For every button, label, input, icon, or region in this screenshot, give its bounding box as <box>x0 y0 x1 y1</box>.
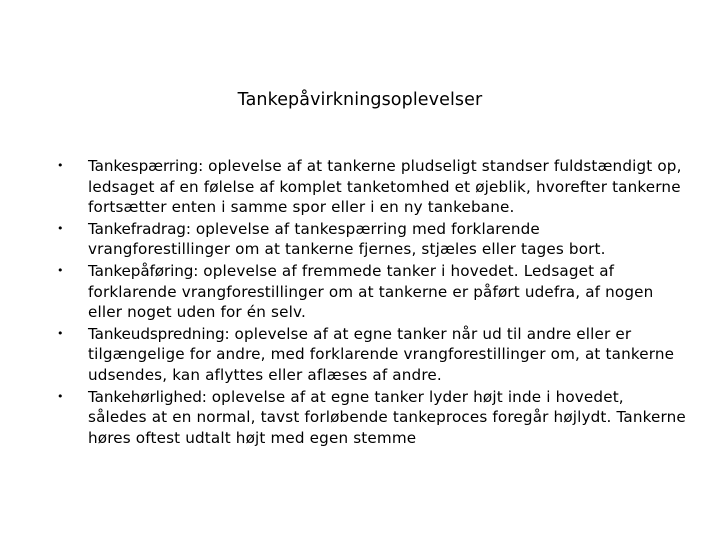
bullet-item-tankeudspredning <box>56 324 686 386</box>
bullet-description: oplevelse af tankespærring med forklarende vrangforestillinger om at tankerne fjernes, stjæles eller tages bort. <box>88 219 606 259</box>
bullet-item-tankepaaforing <box>56 261 686 323</box>
bullet-item-tankespaerring <box>56 156 686 218</box>
bullet-term: Tankefradrag: <box>88 219 191 238</box>
bullet-item-tankefradrag <box>56 219 686 260</box>
bullet-description: oplevelse af at tankerne pludseligt standser fuldstændigt op, ledsaget af en følelse af komplet tanketomhed et øjeblik, hvorefter tankerne fortsætter enten i samme spor eller i en ny tankebane. <box>88 157 682 217</box>
bullet-description: oplevelse af at egne tanker lyder højt inde i hovedet, således at en normal, tavst forløbende tankeproces foregår højlydt. Tankerne høres oftest udtalt højt med egen stemme <box>88 387 686 447</box>
bullet-term: Tankeudspredning: <box>88 324 230 343</box>
bullet-list <box>56 156 686 449</box>
bullet-item-tankehorlighed <box>56 387 686 449</box>
bullet-description: oplevelse af at egne tanker når ud til andre eller er tilgængelige for andre, med forklarende vrangforestillinger om, at tankerne udsendes, kan aflyttes eller aflæses af andre. <box>88 324 675 384</box>
slide-title: Tankepåvirkningsoplevelser <box>237 90 483 110</box>
bullet-term: Tankehørlighed: <box>88 387 207 406</box>
bullet-term: Tankespærring: <box>88 157 204 175</box>
bullet-dot-icon: • <box>57 389 64 403</box>
bullet-dot-icon: • <box>57 326 64 340</box>
bullet-description: oplevelse af fremmede tanker i hovedet. Ledsaget af forklarende vrangforestillinger om at tankerne er påført udefra, af nogen eller noget uden for én selv. <box>88 261 654 322</box>
bullet-dot-icon: • <box>57 221 64 235</box>
bullet-dot-icon: • <box>57 263 64 277</box>
bullet-dot-icon: • <box>57 159 64 172</box>
bullet-term: Tankepåføring: <box>88 261 199 280</box>
